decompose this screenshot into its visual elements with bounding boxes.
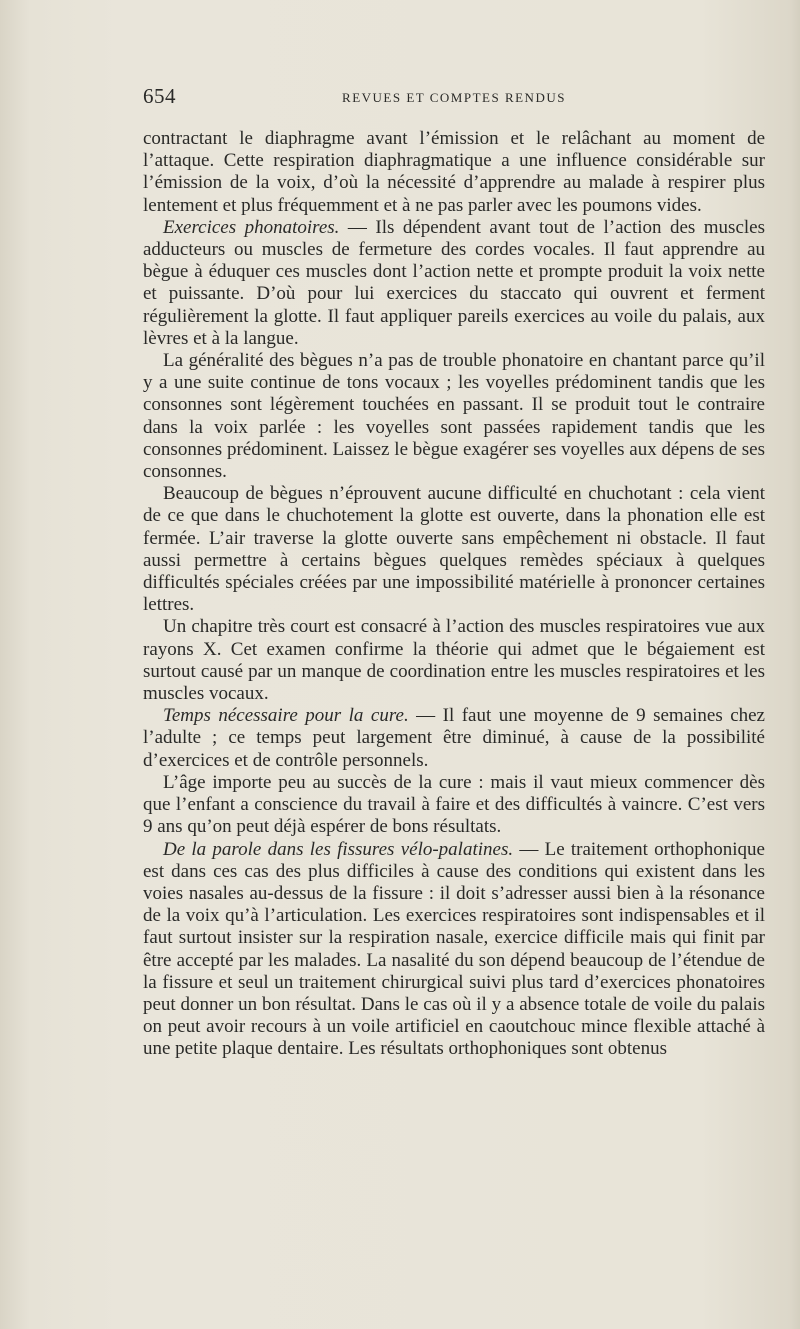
paragraph	[143, 350, 765, 483]
paragraph	[143, 705, 765, 772]
article-body	[143, 128, 765, 1061]
paragraph	[143, 483, 765, 616]
paragraph-text: Beaucoup de bègues n’éprouvent aucune difficulté en chuchotant : cela vient de ce que dans le chuchotement la glotte est ouverte, dans la phonation elle est fermée. L’air traverse la glotte ouverte sans empêchement ni obstacle. Il faut aussi permettre à certains bègues quelques remèdes spéciaux à quelques difficultés spéciales créées par une impossibilité matérielle à prononcer certaines lettres.	[143, 483, 765, 616]
section-heading: Temps nécessaire pour la cure.	[163, 705, 409, 727]
paragraph	[143, 616, 765, 705]
running-title: REVUES ET COMPTES RENDUS	[342, 90, 566, 105]
paragraph	[143, 839, 765, 1061]
paragraph-text: L’âge importe peu au succès de la cure : mais il vaut mieux commencer dès que l’enfant a conscience du travail à faire et des difficultés à vaincre. C’est vers 9 ans qu’on peut déjà espérer de bons résultats.	[143, 771, 765, 838]
page-number: 654	[143, 84, 176, 108]
paragraph	[143, 128, 765, 217]
paragraph	[143, 217, 765, 350]
paragraph-text: — Il faut une moyenne de 9 semaines chez l’adulte ; ce temps peut largement être diminué, à cause de la possibilité d’exercices et de contrôle personnels.	[143, 705, 765, 771]
page-header	[143, 84, 765, 114]
paragraph-text: contractant le diaphragme avant l’émission et le relâchant au moment de l’attaque. Cette respiration diaphragmatique a une influence considérable sur l’émission de la voix, d’où la nécessité d’apprendre au malade à respirer plus lentement et plus fréquemment et à ne pas parler avec les poumons vides.	[143, 128, 765, 216]
paragraph-text: — Ils dépendent avant tout de l’action des muscles adducteurs ou muscles de fermeture des cordes vocales. Il faut apprendre au bègue à éduquer ces muscles dont l’action nette et prompte produit la voix nette et puissante. D’où pour lui exercices du staccato qui ouvrent et ferment régulièrement la glotte. Il faut appliquer pareils exercices au voile du palais, aux lèvres et à la langue.	[143, 216, 765, 349]
paragraph-text: La généralité des bègues n’a pas de trouble phonatoire en chantant parce qu’il y a une suite continue de tons vocaux ; les voyelles prédominent tandis que les consonnes sont légèrement touchées en passant. Il se produit tout le contraire dans la voix parlée : les voyelles sont passées rapidement tandis que les consonnes prédominent. Laissez le bègue exagérer ses voyelles aux dépens de ses consonnes.	[143, 350, 765, 483]
paragraph-text: — Le traitement orthophonique est dans ces cas des plus difficiles à cause des conditions qui existent dans les voies nasales au-dessus de la fissure : il doit s’adresser aussi bien à la résonance de la voix qu’à l’articulation. Les exercices respiratoires sont indispensables et il faut surtout insister sur la respiration nasale, exercice difficile mais qui finit par être accepté par les malades. La nasalité du son dépend beaucoup de l’étendue de la fissure et seul un traitement chirurgical suivi plus tard d’exercices phonatoires peut donner un bon résultat. Dans le cas où il y a absence totale de voile du palais on peut avoir recours à un voile artificiel en caoutchouc mince flexible attaché à une petite plaque dentaire. Les résultats orthophoniques sont obtenus	[143, 838, 765, 1060]
paragraph	[143, 772, 765, 839]
section-heading: De la parole dans les fissures vélo-palatines.	[163, 838, 514, 860]
section-heading: Exercices phonatoires.	[163, 216, 340, 238]
paragraph-text: Un chapitre très court est consacré à l’action des muscles respiratoires vue aux rayons X. Cet examen confirme la théorie qui admet que le bégaiement est surtout causé par un manque de coordination entre les muscles respiratoires et les muscles vocaux.	[143, 616, 765, 705]
